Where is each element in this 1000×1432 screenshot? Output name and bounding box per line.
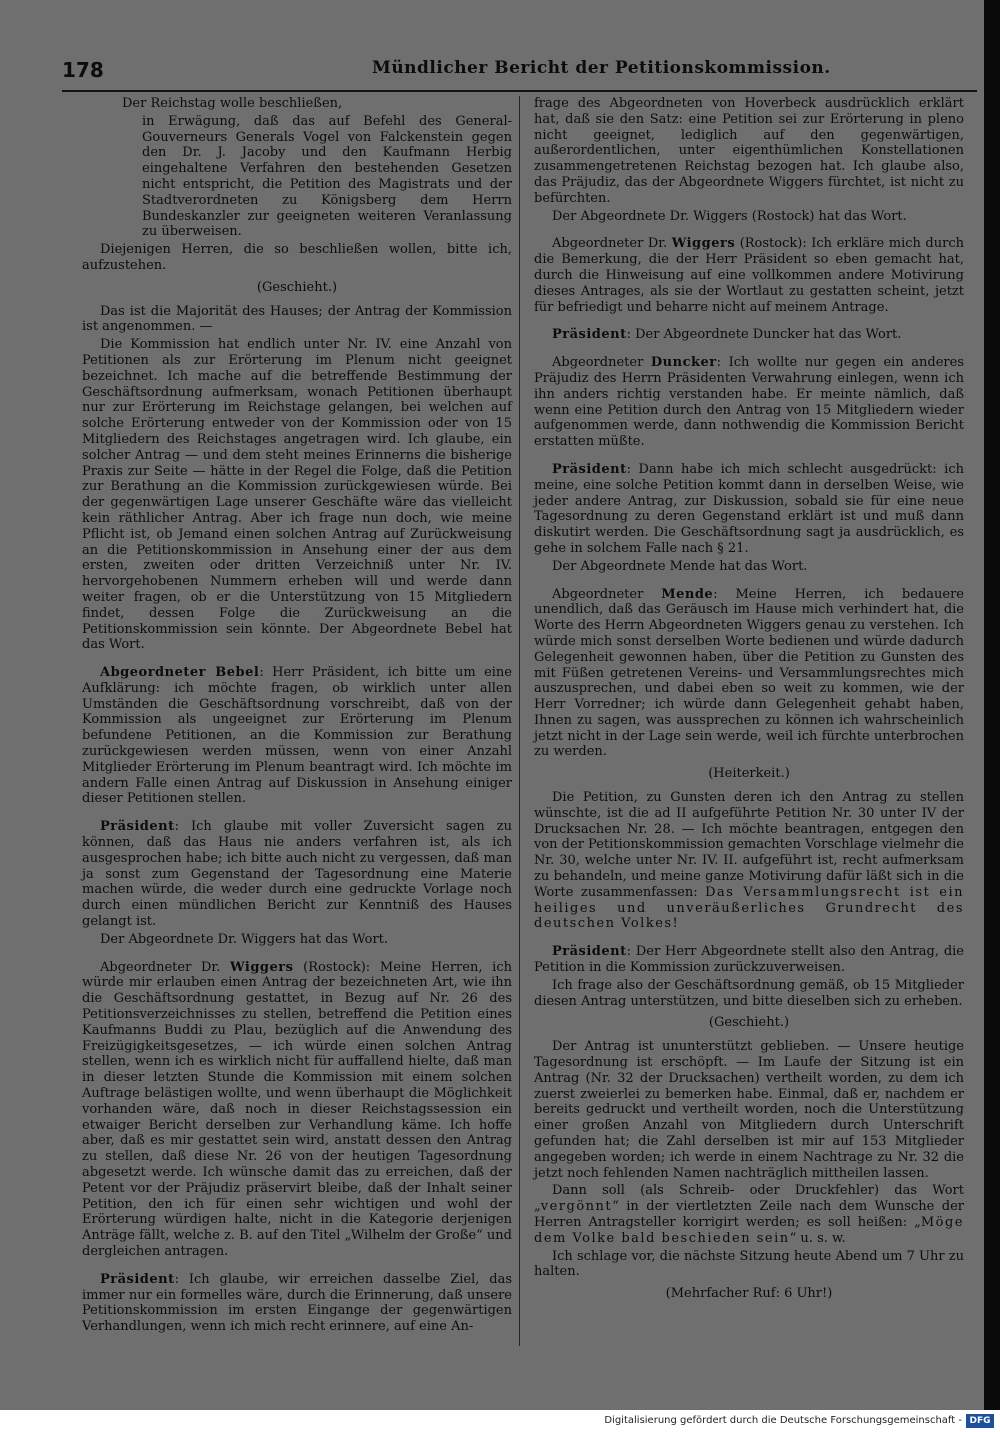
speaker-name: Präsident (552, 461, 627, 477)
paragraph: Der Abgeordnete Mende hat das Wort. (552, 558, 808, 574)
speech-text: : Ich wollte nur gegen ein anderes Präjudiz des Herrn Präsidenten Verwahrung einlegen, wenn ich ihn anders richtig verstanden habe. Er meinte nämlich, daß wenn eine Petition durch den Antrag von 15 Mitgliedern wieder aufgenommen werde, dann nothwendig die Kommission Bericht erstatten müßte. (534, 355, 964, 450)
paragraph: in Erwägung, daß das auf Befehl des General-Gouverneurs Generals Vogel von Falckenstein gegen den Dr. J. Jacoby und den Kaufmann Herbig eingehaltene Verfahren den bestehenden Gesetzen nicht entspricht, die Petition des Magistrats und der Stadtverordneten zu Königsberg dem Herrn Bundeskanzler zur geeigneten weiteren Veranlassung zu überweisen. (142, 113, 512, 240)
right-column (534, 96, 964, 1310)
paragraph: (Geschieht.) (708, 1015, 790, 1031)
speaker-name: Mende (661, 586, 714, 602)
speech-text: : Herr Präsident, ich bitte um eine Aufklärung: ich möchte fragen, ob wirklich unter allen Umständen die Geschäftsordnung vorschreibt, daß von der Kommission als ungeeignet zur Erörterung im Plenum befundene Petitionen, an die Kommission zur Berathung zurückgewiesen werden müssen, wenn von einer Anzahl Mitglieder Erörterung im Plenum beantragt wird. Ich möchte im andern Falle einen Antrag auf Diskussion in Ansehung einiger dieser Petitionen stellen. (82, 665, 512, 807)
paragraph: (Heiterkeit.) (708, 766, 790, 782)
speaker-prefix: Abgeordneter (552, 355, 651, 371)
text: “ u. s. w. (789, 1230, 846, 1246)
paragraph (82, 960, 512, 1260)
paragraph: Ich frage also der Geschäftsordnung gemäß, ob 15 Mitglieder diesen Antrag unterstützen, und bitte dieselben sich zu erheben. (534, 977, 964, 1009)
paragraph: Der Abgeordnete Dr. Wiggers hat das Wort. (100, 931, 389, 947)
speaker-prefix: Abgeordneter Dr. (552, 236, 672, 252)
running-title: Mündlicher Bericht der Petitionskommission. (372, 58, 831, 78)
paragraph: frage des Abgeordneten von Hoverbeck ausdrücklich erklärt hat, daß sie den Satz: eine Petition sei zur Erörterung in pleno nicht geeignet, lediglich auf den gegenwärtigen, außerordentlichen, unter eigenthümlichen Konstellationen zusammengetretenen Reichstag bezogen hat. Ich glaube also, das Präjudiz, das der Abgeordnete Wiggers fürchtet, ist nicht zu befürchten. (534, 96, 964, 206)
funding-note: Digitalisierung gefördert durch die Deutsche Forschungsgemeinschaft - (604, 1415, 962, 1426)
speech-text: : Ich glaube mit voller Zuversicht sagen zu können, daß das Haus nie anders verfahren ist, als ich ausgesprochen habe; ich bitte auch nicht zu vergessen, daß man ja sonst zum Gegenstand der Tagesordnung eine Materie machen würde, die weder durch eine gedruckte Vorlage noch durch einen mündlichen Bericht zur Kenntniß des Hauses gelangt ist. (82, 819, 512, 930)
emphasized-text: vergönnt (540, 1199, 613, 1215)
speaker-name: Präsident (552, 944, 627, 960)
paragraph: Der Abgeordnete Dr. Wiggers (Rostock) hat das Wort. (552, 208, 907, 224)
paragraph (534, 236, 964, 315)
text: “ in der viertletzten Zeile nach dem Wunsche der Herren Antragsteller korrigirt werden; es soll heißen: „ (534, 1199, 964, 1230)
paragraph (82, 819, 512, 930)
paragraph: Das ist die Majorität des Hauses; der Antrag der Kommission ist angenommen. — (82, 303, 512, 335)
column-divider (519, 96, 520, 1346)
speech-text: : Der Herr Abgeordnete stellt also den Antrag, die Petition in die Kommission zurückzuverweisen. (534, 944, 964, 976)
text: Dann soll (als Schreib- oder Druckfehler) das Wort „ (534, 1183, 964, 1215)
paragraph: (Mehrfacher Ruf: 6 Uhr!) (665, 1286, 833, 1302)
paragraph (534, 327, 964, 343)
speaker-prefix: Abgeordneter Dr. (100, 959, 231, 975)
left-column (82, 96, 512, 1337)
speaker-name: Wiggers (671, 236, 736, 252)
speaker-name: Präsident (552, 327, 627, 343)
paragraph (82, 1272, 512, 1335)
speaker-name: Präsident (100, 1271, 175, 1287)
header-rule (62, 90, 977, 92)
paragraph: Ich schlage vor, die nächste Sitzung heute Abend um 7 Uhr zu halten. (534, 1248, 964, 1280)
paragraph (534, 944, 964, 976)
paragraph: Diejenigen Herren, die so beschließen wollen, bitte ich, aufzustehen. (82, 242, 512, 273)
paragraph (534, 587, 964, 761)
page-number: 178 (62, 58, 104, 82)
paragraph (534, 790, 964, 932)
scan-edge (984, 0, 1000, 1410)
speech-text: (Rostock): Ich erkläre mich durch die Bemerkung, die der Herr Präsident so eben gemacht hat, durch die Hinweisung auf eine vollkommen andere Motivirung dieses Antrages, als sie der Wortlaut zu gestatten scheint, jetzt für befriedigt und beharre nicht auf meinem Antrage. (534, 236, 964, 315)
speech-text: : Meine Herren, ich bedauere unendlich, daß das Geräusch im Hause mich verhindert hat, die Worte des Herrn Abgeordneten Wiggers genau zu verstehen. Ich würde mich sonst derselben Worte bedienen und würde dadurch Gelegenheit gewonnen haben, über die Petition zu Gunsten des mit Füßen getretenen Vereins- und Versammlungsrechtes mich auszusprechen, und dabei eben so weit zu kommen, wie der Herr Vorredner; ich würde dann Gelegenheit gehabt haben, Ihnen zu sagen, was aussprechen zu können ich wahrscheinlich jetzt nicht in der Lage sein werde, weil ich fürchte unterbrochen zu werden. (534, 586, 964, 760)
speaker-prefix: Abgeordneter (552, 586, 662, 602)
speech-text: (Rostock): Meine Herren, ich würde mir erlauben einen Antrag der bezeichneten Art, wie ihn die Geschäftsordnung gestattet, in Bezug auf Nr. 26 des Petitionsverzeichnisses zu stellen, betreffend die Petition eines Kaufmanns Buddi zu Plau, bezüglich auf die Anwendung des Freizügigkeitsgesetzes, — ich würde einen solchen Antrag stellen, wenn ich es wirklich nicht für auffallend hielte, daß man in dieser letzten Stunde die Kommission mit einem solchen Auftrage belästigen wollte, und wenn überhaupt die Möglichkeit vorhanden wäre, daß noch in dieser Reichstagssession ein etwaiger Bericht derselben zur Verhandlung käme. Ich hoffe aber, daß es mir gestattet sein wird, anstatt dessen den Antrag zu stellen, daß diese Nr. 26 von der heutigen Tagesordnung abgesetzt werde. Ich wünsche damit das zu erreichen, daß der Petent vor der Präjudiz präservirt bleibe, daß der Inhalt seiner Petition, den ich für einen sehr wichtigen und wohl der Erörterung würdigen halte, nicht in die Kategorie derjenigen Anträge fällt, welche z. B. auf den Titel „Wilhelm der Große“ und dergleichen antragen. (82, 959, 512, 1259)
speaker-name: Abgeordneter Bebel (100, 665, 260, 681)
speech-text: Die Petition, zu Gunsten deren ich den Antrag zu stellen wünschte, ist die ad II aufgeführte Petition Nr. 30 unter IV der Drucksachen Nr. 28. — Ich möchte beantragen, entgegen den von der Petitionskommission gemachten Vorschlage vielmehr die Nr. 30, welche unter Nr. IV. II. aufgeführt ist, recht aufmerksam zu behandeln, und meine ganze Motivirung dafür läßt sich in die Worte zusammenfassen: (534, 790, 964, 900)
emphasized-text: Möge dem Volke bald beschieden sein (534, 1215, 964, 1246)
dfg-logo: DFG (966, 1414, 994, 1428)
paragraph: Der Reichstag wolle beschließen, (122, 96, 343, 111)
footer-bar (0, 1413, 1000, 1432)
speech-text: : Der Abgeordnete Duncker hat das Wort. (626, 327, 902, 343)
page-header (62, 56, 982, 86)
paragraph (534, 1183, 964, 1246)
emphasized-text: Das Versammlungsrecht ist ein heiliges und unveräußerliches Grundrecht des deutschen Volkes! (534, 884, 964, 932)
speaker-name: Duncker (650, 355, 717, 371)
paragraph: (Geschieht.) (256, 279, 338, 295)
speaker-name: Präsident (100, 819, 175, 835)
paragraph: Der Antrag ist ununterstützt geblieben. — Unsere heutige Tagesordnung ist erschöpft. — Im Laufe der Sitzung ist ein Antrag (Nr. 32 der Drucksachen) vertheilt worden, zu dem ich zuerst zweierlei zu bemerken habe. Einmal, daß er, nachdem er bereits gedruckt und vertheilt worden, noch die Unterstützung einer großen Anzahl von Mitgliedern durch Unterschrift gefunden hat; die Zahl derselben ist mir auf 153 Mitglieder angegeben worden; ich werde in einem Nachtrage zu Nr. 32 die jetzt noch fehlenden Namen nachträglich mittheilen lassen. (534, 1039, 964, 1181)
speaker-name: Wiggers (230, 959, 294, 975)
speech-text: : Ich glaube, wir erreichen dasselbe Ziel, das immer nur ein formelles wäre, durch die Erinnerung, daß unsere Petitionskommission im ersten Eingange der gegenwärtigen Verhandlungen, wenn ich mich recht erinnere, auf eine An- (82, 1271, 512, 1335)
paragraph (534, 355, 964, 450)
paragraph (82, 665, 512, 807)
paragraph (534, 462, 964, 557)
paragraph: Die Kommission hat endlich unter Nr. IV. eine Anzahl von Petitionen als zur Erörterung im Plenum nicht geeignet bezeichnet. Ich mache auf die betreffende Bestimmung der Geschäftsordnung aufmerksam, wonach Petitionen überhaupt nur zur Erörterung im Reichstage gelangen, bei welchen auf solche Erörterung entweder von der Kommission oder von 15 Mitgliedern des Reichstages angetragen wird. Ich glaube, ein solcher Antrag — und dem steht meines Erinnerns die bisherige Praxis zur Seite — hätte in der Regel die Folge, daß die Petition zur Berathung an die Kommission zurückgewiesen würde. Bei der gegenwärtigen Lage unserer Geschäfte wäre das vielleicht kein räthlicher Antrag. Aber ich frage nun doch, wie meine Pflicht ist, ob Jemand einen solchen Antrag auf Zurückweisung an die Petitionskommission in Ansehung einer der aus dem ersten, zweiten oder dritten Verzeichniß unter Nr. IV. hervorgehobenen Nummern erheben will und werde dann weiter fragen, ob er die Unterstützung von 15 Mitgliedern findet, dessen Folge die Zurückweisung an die Petitionskommission sein könnte. Der Abgeordnete Bebel hat das Wort. (82, 337, 512, 653)
speech-text: : Dann habe ich mich schlecht ausgedrückt: ich meine, eine solche Petition kommt dann in derselben Weise, wie jeder andere Antrag, zur Diskussion, sobald sie für eine neue Tagesordnung zu deren Gegenstand erklärt ist und muß dann diskutirt werden. Die Geschäftsordnung sagt ja ausdrücklich, es gehe in solchem Falle nach § 21. (534, 461, 964, 556)
